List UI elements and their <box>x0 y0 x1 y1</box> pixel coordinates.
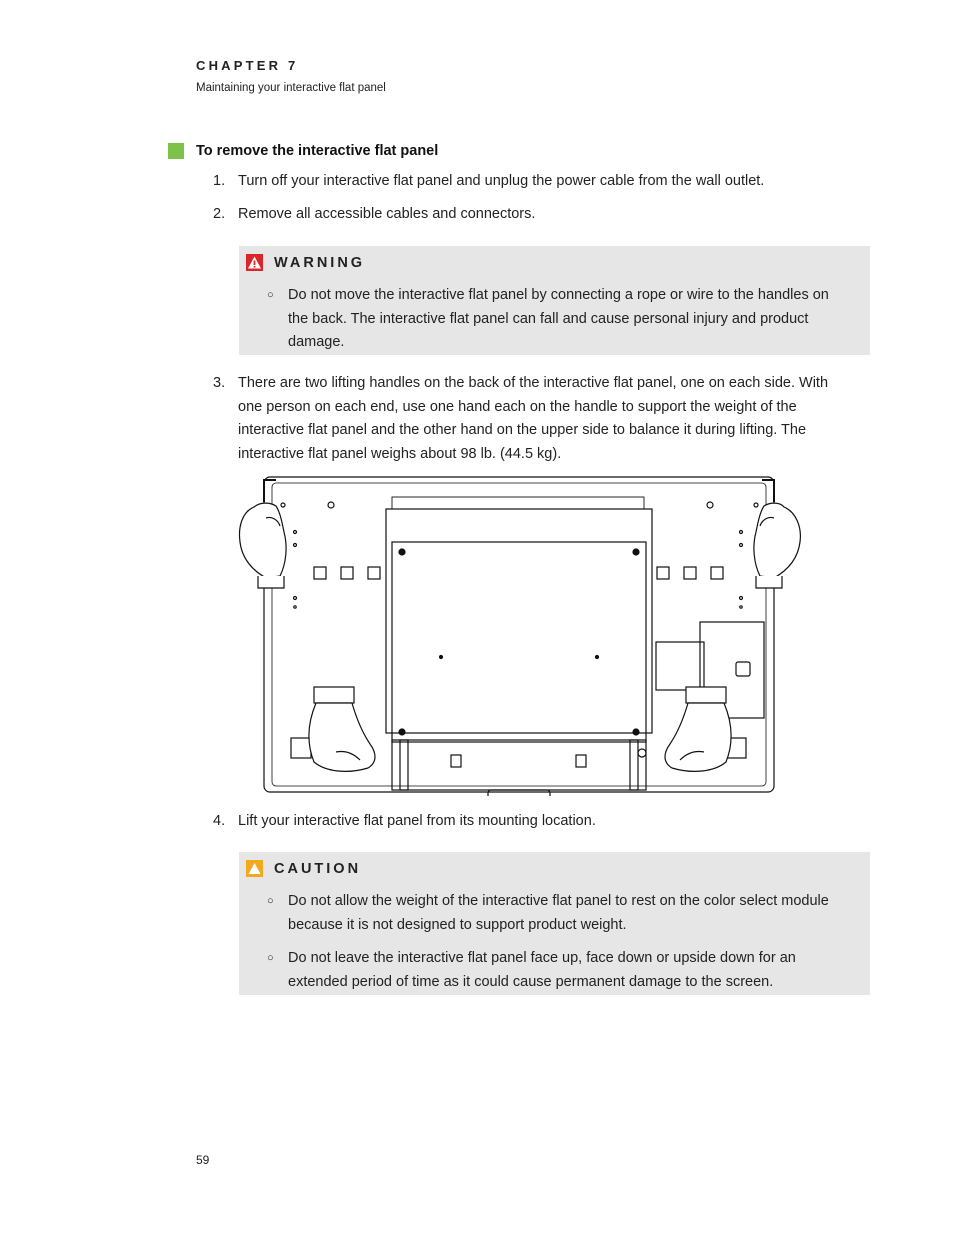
caution-bullet: ○ Do not allow the weight of the interactive flat panel to rest on the color select module because it is not designed to support product weight. <box>267 890 847 937</box>
chapter-subtitle: Maintaining your interactive flat panel <box>196 82 386 94</box>
step-number: 2. <box>213 206 226 222</box>
step-number: 4. <box>213 813 226 829</box>
procedure-title: To remove the interactive flat panel <box>196 143 439 159</box>
chapter-label: CHAPTER 7 <box>196 58 299 73</box>
caution-title: CAUTION <box>274 860 362 877</box>
caution-icon <box>246 860 263 877</box>
step-number: 1. <box>213 173 226 189</box>
page-number: 59 <box>196 1153 210 1167</box>
step-3 <box>213 372 853 466</box>
warning-title: WARNING <box>274 254 366 271</box>
warning-bullet-text: Do not move the interactive flat panel by connecting a rope or wire to the handles on the back. The interactive flat panel can fall and cause personal injury and product damage. <box>288 287 829 350</box>
caution-bullet-text: Do not allow the weight of the interactive flat panel to rest on the color select module because it is not designed to support product weight. <box>288 893 829 933</box>
flat-panel-back-with-hands-illustration <box>236 472 804 796</box>
caution-bullet: ○ Do not leave the interactive flat panel face up, face down or upside down for an extended period of time as it could cause permanent damage to the screen. <box>267 947 847 994</box>
warning-box <box>239 246 870 355</box>
step-2 <box>213 203 853 227</box>
step-number: 3. <box>213 375 226 391</box>
step-text: There are two lifting handles on the back of the interactive flat panel, one on each side. With one person on each end, use one hand each on the handle to support the weight of the interactive flat panel and the other hand on the upper side to balance it during lifting. The interactive flat panel weighs about 98 lb. (44.5 kg). <box>238 375 829 462</box>
caution-box <box>239 852 870 995</box>
warning-bullet: ○ Do not move the interactive flat panel by connecting a rope or wire to the handles on the back. The interactive flat panel can fall and cause personal injury and product damage. <box>267 284 847 355</box>
step-4 <box>213 810 853 834</box>
caution-heading <box>246 860 361 877</box>
warning-icon <box>246 254 263 271</box>
step-text: Remove all accessible cables and connectors. <box>238 206 536 222</box>
step-1 <box>213 170 853 194</box>
warning-heading <box>246 254 365 271</box>
caution-bullet-text: Do not leave the interactive flat panel face up, face down or upside down for an extended period of time as it could cause permanent damage to the screen. <box>288 950 796 990</box>
step-text: Turn off your interactive flat panel and unplug the power cable from the wall outlet. <box>238 173 765 189</box>
procedure-heading <box>168 143 438 159</box>
procedure-marker-icon <box>168 143 184 159</box>
step-text: Lift your interactive flat panel from its mounting location. <box>238 813 596 829</box>
